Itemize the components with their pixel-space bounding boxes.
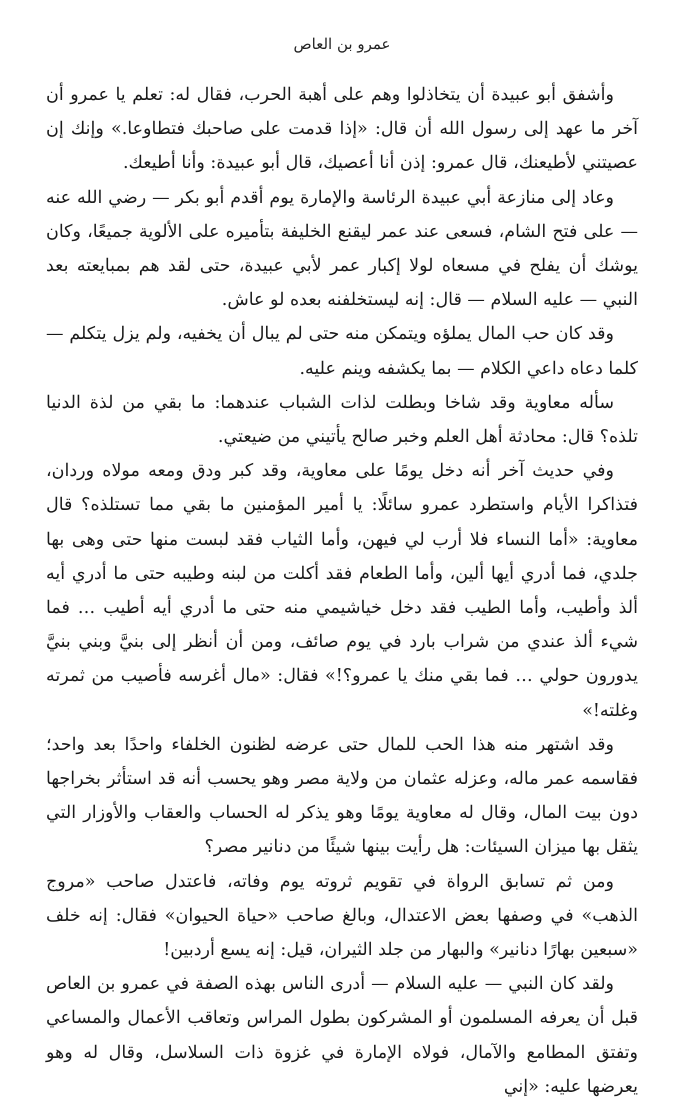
paragraph: ولقد كان النبي — عليه السلام — أدرى الناس بهذه الصفة في عمرو بن العاص قبل أن يعرفه المسلمون أو المشركون بطول المراس وتعاقب الأعمال والمساعي وتفتق المطامع والآمال، فولاه الإمارة في غزوة ذات السلاسل، وقال له وهو يعرضها عليه: «إني — [46, 974, 638, 1097]
paragraph: وفي حديث آخر أنه دخل يومًا على معاوية، وقد كبر ودق ومعه مولاه وردان، فتذاكرا الأيام واستطرد عمرو سائلًا: يا أمير المؤمنين ما بقي مما تستلذه؟ قال معاوية: «أما النساء فلا أرب لي فيهن، وأما الثياب فقد لبست منها حتى وهى بها جلدي، فما أدري أيها ألين، وأما الطعام فقد أكلت من لبنه وطيبه حتى ما أدري أيه ألذ وأطيب، وأما الطيب فقد دخل خياشيمي منه حتى ما أدري أيه أطيب … فما شيء ألذ عندي من شراب بارد في يوم صائف، ومن أن أنظر إلى بنيَّ وبني بنيَّ يدورون حولي … فما بقي منك يا عمرو؟!» فقال: «مال أغرسه فأصيب من ثمرته وغلته!» — [46, 461, 638, 721]
running-header: عمرو بن العاص — [293, 35, 391, 53]
paragraph: ومن ثم تسابق الرواة في تقويم ثروته يوم وفاته، فاعتدل صاحب «مروج الذهب» في وصفها بعض الاعتدال، وبالغ صاحب «حياة الحيوان» فقال: إنه خلف «سبعين بهارًا دنانير» والبهار من جلد الثيران، قيل: إنه يسع أردبين! — [46, 871, 638, 961]
paragraph: وأشفق أبو عبيدة أن يتخاذلوا وهم على أهبة الحرب، فقال له: تعلم يا عمرو أن آخر ما عهد إلى رسول الله أن قال: «إذا قدمت على صاحبك فتطاوعا.» وإنك إن عصيتني لأطيعنك، قال عمرو: إذن أنا أعصيك، قال أبو عبيدة: وأنا أطيعك. — [46, 85, 638, 174]
paragraph: وقد اشتهر منه هذا الحب للمال حتى عرضه لظنون الخلفاء واحدًا بعد واحد؛ فقاسمه عمر ماله، وعزله عثمان من ولاية مصر وهو يحسب أنه قد استأثر بخراجها دون بيت المال، وقال له معاوية يومًا وهو يذكر له الحساب والعقاب والأوزار التي يثقل بها ميزان السيئات: هل رأيت بينها شيئًا من دنانير مصر؟ — [46, 734, 638, 858]
paragraph: وعاد إلى منازعة أبي عبيدة الرئاسة والإمارة يوم أقدم أبو بكر — رضي الله عنه — على فتح الشام، فسعى عند عمر ليقنع الخليفة بتأميره على الألوية جميعًا، وكان يوشك أن يفلح في مسعاه لولا إكبار عمر لأبي عبيدة، حتى لقد هم بمبايعته بعد النبي — عليه السلام — قال: إنه ليستخلفنه بعده لو عاش. — [46, 187, 638, 311]
paragraph: وقد كان حب المال يملؤه ويتمكن منه حتى لم يبال أن يخفيه، ولم يزل يتكلم — كلما دعاه داعي الكلام — بما يكشفه وينم عليه. — [46, 324, 638, 379]
paragraph: سأله معاوية وقد شاخا وبطلت لذات الشباب عندهما: ما بقي من لذة الدنيا تلذه؟ قال: محادثة أهل العلم وخبر صالح يأتيني من ضيعتي. — [46, 392, 638, 448]
body-text — [46, 78, 638, 1104]
